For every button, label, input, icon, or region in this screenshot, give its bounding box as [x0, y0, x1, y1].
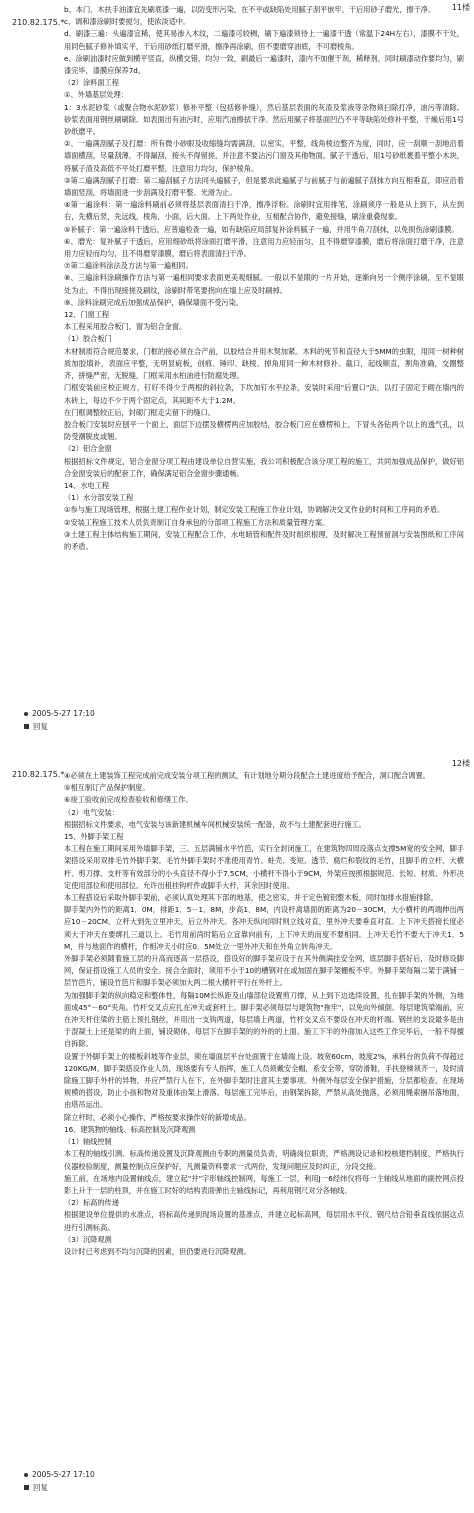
poster-ip: 210.82.175.*: [12, 18, 65, 27]
paragraph: c、调和漆涂刷时要搅匀，使浓淡适中。: [64, 17, 191, 27]
post-content: [64, 770, 464, 1258]
post-floor-12: [0, 756, 474, 1513]
paragraph: e、涂刷油漆时应做到横平竖直，纵横交错，均匀一致，刷最后一遍漆时，漆内不加催干剂，稀释剂，同时刷漆动作要均匀，刷漆完毕，漆膜应保养7d。: [64, 53, 464, 76]
paragraph: ②安装工程施工技术人员负责制订自身承包的分部项工程施工方法和质量管理方案。: [64, 517, 330, 527]
post-timestamp: 2005-5-27 17:10: [32, 709, 95, 718]
paragraph: 为加强脚手架的纵向稳定和整体性，每隔10M长纵距及山墙部位设置剪刀撑，从上到下边选续设置，扎在脚手架的外侧，为地面成45°－60°夹角。竹杆交叉点应扎在冲天或套杆上。脚手架必须每层与建筑物"拖牢"，以免向外倾倒。每层建筑梁端前，应在冲天杆住梁的主筋上预扎钢丝，并用出一支钩两道，每层墙上两道，竹杆交叉点不要设在冲天的杆端。钢丝的支设最多是由于混凝土上还是梁的的上面，铺设砌体，每层下在脚手架的的外的的上面。施工下半的外面加入这些工作完毕后，一般不得擅自拆除。: [64, 990, 464, 1049]
paragraph: ③第二遍满刮腻子打磨：第二遍刮腻子方法同头遍腻子，但是要求此遍腻子与前腻子与前遍腻子刮抹方向互相垂直，即应沿着墙面竖刮，将墙面进一步刮满及打磨平整、光滑为止。: [64, 175, 464, 198]
paragraph: （2）涂料面工程: [64, 78, 119, 88]
paragraph: ③土建工程主体结构施工期间，安装工程配合工作，水电暗管和配件及时组织根理，及时解决工程预留洞与安装图纸和工序间的矛盾。: [64, 529, 464, 551]
post-floor-11: [0, 0, 474, 756]
paragraph: （1）轴线控制: [64, 1137, 112, 1147]
paragraph: 12、门窗工程: [64, 310, 110, 320]
post-footer: [24, 707, 95, 733]
paragraph: ⑦第二遍涂料涂法及方法与第一遍相同。: [64, 261, 193, 271]
reply-icon: [24, 724, 29, 729]
paragraph: 在门框调整较正后，封砌门框走尖留下的缝口。: [64, 407, 215, 417]
paragraph: 本工程在施工期间采用外墙脚手架，三、五层满铺水平竹笆，实行全封闭施工，在建筑物四周设落点支撑5M宽的安全网，脚手架搭设采用双排毛竹外脚手架。毛竹外脚手架时不准使用青竹、蛀壳、变短、透节、腐烂和裂纹的毛竹，且脚手的立杆、大横杆、剪刀撑、支杆等有效部分的小头直径不得小于7.5CM，小横杆不得小于9CM，外架应按照根据规范、长短、材质、外形决定使用部位和使用部位。允许出租挂钩杆件或脚手大杆，其余因时使用。: [64, 844, 464, 890]
paragraph: ⑥、磨光：复补腻子干透后，应用细砂纸将涂面打磨平滑，注意用力应轻而匀，且不得磨穿漆膜，磨后将涂面打磨干净，注意用力应轻而均匀，且不得磨穿漆膜，磨后将表面清扫干净。: [64, 236, 464, 259]
paragraph: 16、建筑物的轴线、标高控制及沉降观测: [64, 1124, 196, 1134]
paragraph: 胶合板门安装时应刨平一个面上，面层下边摆及横楞两应加胶结，胶合板门应在横楞和上，下冒头各钻两个以上的透气孔，以防受潮脱皮或翘。: [64, 419, 464, 442]
paragraph: 木材制质符合规范要求，门框的接必须在合产前，以胶结合并用木契加紧。木料的死节和直径大于5MM的虫眼，用同一树种树质加胶填补，表面应平整，无明显疵板，创痕、锤印、缺棱、掉角用同一种木材修补。截口，起线顺直，割角准确，交圈整齐，拼缝严密，无脱缝，门框采用水柏油进行防腐处理。: [64, 346, 464, 381]
paragraph: 根据建设单位提供的水准点，将标高传递到现场设置的基准点，并建立起标高网，每层用水平仪、钢尺结合铅垂直线依据这点进行引测标高。: [64, 1210, 464, 1232]
paragraph: 本工程采用胶合板门，窗为铝合金窗。: [64, 322, 187, 332]
paragraph: 设计时已考虑到不均匀沉降的因素，但仍要进行沉降观测。: [64, 1246, 251, 1256]
paragraph: ①、外墙基层处理：: [64, 90, 128, 100]
clock-icon: [24, 1473, 28, 1477]
paragraph: ①参与施工现场管理，根据土建工程作业计划，制定安装工程施工作业计划，协调解决交叉作业的时间和工序间的矛盾。: [64, 505, 445, 515]
paragraph: 根据招标文件规定，铝合金窗分项工程由建设单位自营实施，我公司积极配合该分项工程的施工，共同加强成品保护，做好铝合金窗安装后的配套工作，确保满足铝合金窗步骤通畅。: [64, 456, 464, 478]
paragraph: 根据招标文件要求，电气安装与该新建机械车间机械安装统一配备，故不与土建配套进行施工。: [64, 819, 366, 829]
paragraph: 脚手架内外竹的距离1．0M，排距1．5－1．8M，步高1．8M，内设杆离墙面的距离为20－30CM，大小横杆的两端伸出两应10－20CM。立杆大到先立里冲天，后立外冲天。各冲天纵向同时则立线对直，里外冲天要垂直对直。上下冲天搭接长度必须大于冲天在要绑扎三道以上。毛竹用前尚时陷后立宜靠向前有，上下冲天的而度不要相同。上冲天毛竹不要大于冲天1．5M，并与地面作的横杆，作相冲天小时应0．5M处立一里外冲天和在外角立转角冲天。: [64, 905, 464, 951]
paragraph: 14、水电工程: [64, 480, 110, 490]
reply-label[interactable]: 回复: [33, 1483, 48, 1492]
paragraph: ⑥竣工验收前完成检查验收和修缮工作。: [64, 795, 193, 805]
paragraph: ⑨、涂料涂刷完成后加强成品保护，确保墙面不受污染。: [64, 297, 243, 307]
paragraph: d、刷漆三遍：头遍漆宜稀，使其易渗入木纹，二遍漆可较稠，刷下遍漆须待上一遍漆干透（常温下24H左右），漆膜不干处，用同色腻子修补填实平，干后用砂纸打磨平滑，擦净再涂刷，但不要磨穿油底，不可磨棱角。: [64, 29, 464, 51]
floor-number: 11楼: [451, 3, 470, 12]
paragraph: ⑤补腻子：第一遍涂料干透后，应普遍检查一遍，如有缺陷应局部复补涂料腻子一遍，并用牛角刀刮抹，以免损伤涂刷漆膜。: [64, 224, 459, 234]
post-timestamp: 2005-5-27 17:10: [32, 1470, 95, 1479]
paragraph: ②、一遍满刮腻子及打磨：所有微小砂眼及收缩缝均需满刮，以密实，平整，线角棱边整齐为度，同时，应一刮顺一刮地沿着墙面横刮，尽量刮薄，不得漏刮，接头不得留搓，并注意不要沾污门窗及其他物面。腻子干透后，用1号砂纸裹着平整小木块，将腻子渣及高低不平处打磨平整，注意用力均匀，保护棱角。: [64, 139, 464, 173]
paragraph: （3）沉降观测: [64, 1234, 112, 1244]
reply-icon: [24, 1485, 29, 1490]
paragraph: 本工程搭设后采取外脚手架前，必须认真处理其下部的地基，使之密实，并于定色镀铝整木板，同时加排水措施排除。: [64, 893, 438, 903]
paragraph: （2）电气安装：: [64, 807, 119, 817]
paragraph: ④必须在土建装饰工程完成前完成安装分项工程的测试，有计划地分期分段配合土建进度给予配合，洞口配合调置。: [64, 771, 430, 780]
post-footer: [24, 1468, 95, 1494]
paragraph: （2）标高的传递: [64, 1198, 119, 1208]
paragraph: （2）铝合金窗: [64, 444, 112, 454]
paragraph: 本工程的轴线引测、标高传递设置及沉降观测由专职的测量员负责，明确岗位职责，严格测设记录和校核建档制度，严格执行仪器校验制度，测量控制点应保护好，凡测量资料要求一式两份，发现问题应及时纠正，分段交接。: [64, 1149, 464, 1171]
reply-button[interactable]: [24, 720, 95, 733]
paragraph: （1）水分部安装工程: [64, 493, 134, 503]
paragraph: b、本门、木扶手油漆宜先刷底漆一遍，以防变形污染，在不平或缺陷处用腻子刮平嵌牢，干后用砂子磨光，擦干净。: [64, 5, 436, 14]
reply-label[interactable]: 回复: [33, 722, 48, 731]
paragraph: 外脚手架必须随着施工层的升高而逐高一层搭设，搭设好的脚手架应设于在其外侧满挂安全网，底层脚手搭好后，及时修设脚网，保证搭设施工人员的安全。接合全面时，须用不小于10的槽钢对在或加固在脚手架栅板不牢。外脚手架每隔二架于满铺一层竹笆片，铺设竹笆片和脚手架必须加大两二根大横杆平行在外杆上。: [64, 954, 464, 988]
paragraph: ⑤相互制订产品保护制度。: [64, 783, 150, 793]
paragraph: 施工前，在场地内设置轴线点，建立起"井"字形轴线控制网，每施工一层，利用J一6经纬仪将每一主轴线从地面的副控网点投影上升于一层的柱顶，并在施工时好的结构表面弹出主轴线标记，再利用钢尺对分各轴线。: [64, 1173, 464, 1195]
floor-number: 12楼: [451, 759, 470, 768]
paragraph: 除立杆时，必须小心操作，严格按要求操作好的新增成品。: [64, 1112, 251, 1122]
post-content: [64, 4, 464, 553]
paragraph: ⑧、三遍涂料涂刷操作方法与第一遍相同要求表面更美观细腻。一般以不显眼的一片开始，逐渐向另一个侧序涂刷，至不显眼处为止，不得出现接搓及刷纹，涂刷时带笔要拐向在墙上应及时刷掉。: [64, 273, 464, 295]
poster-ip: 210.82.175.*: [12, 770, 65, 779]
paragraph: 15、外脚手架工程: [64, 832, 124, 842]
paragraph: （1）胶合板门: [64, 334, 112, 344]
paragraph: 1：3水泥砂浆（或聚合物水泥砂浆）修补平整（包括修补缝），然后基层表面的灰渣及浆液等杂物须扫除打净，油污等清除。砂浆表面用钢丝刷刷除。如表面出有油污时，应用汽油擦拭干净。然后用腻子将基面凹凸不平等缺陷处修补平整，干燥后用1号砂纸磨平。: [64, 102, 464, 137]
clock-icon: [24, 712, 28, 716]
paragraph: ④第一遍涂料：第一遍涂料刷前必须将基层表面清扫干净，擦净浮粉。涂刷时宜用排笔，涂刷须序一般是从上到下，从左到右，先横后竖，先远线，棱角，小面，后大面。上下两处作业，互相配合协作，避免接缝，刷涂重叠现象。: [64, 200, 464, 222]
paragraph: 设置于外脚手架上的楼板斜坡等作业层，须在墙面层平台处面置于在墙端上设。坡宽60cm，坡度2%，承料台的负荷不得超过120KG/M。脚手架搭设作业人员，现场要有专人指挥，施工人员须戴安全帽，系安全带，穿防滑鞋，手扶登梯须齐一，及时清除施工脚手外杆的异物，并应严禁行人在下，在外脚手架时注意其主要事项。外侧外每层安全保护措施，分层都检查，在现场规模的搭设，防止小孩和物对及重体由架上滑落。每层施工完毕后，由钢架拆除，严禁从高处抛落，必须用绳索捆吊落地面，由塔吊运出。: [64, 1051, 464, 1110]
paragraph: 门框安装前应校正规方，钉好不得少于两根的斜拉条，下坎加钉水平拉条，安装时采用"后置口"法，以打子固定于砌在墙内的木砖上，每边不少于两个固定点，其间距不大于1.2M。: [64, 383, 464, 405]
reply-button[interactable]: [24, 1481, 95, 1494]
